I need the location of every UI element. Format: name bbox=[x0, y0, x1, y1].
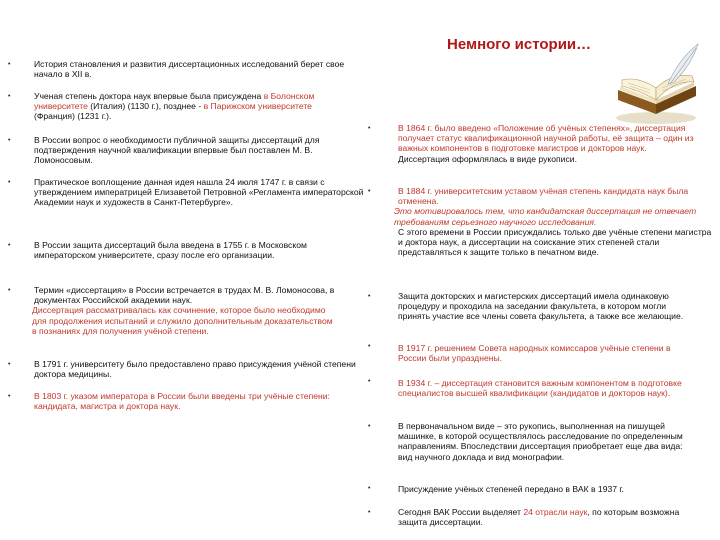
list-item: Термин «диссертация» в России встречается в трудах М. В. Ломоносова, в документах Российской академии наук. Диссертация рассматривалась как сочинение, которое было необходимо для продолжения испытаний и служило дополнительным доказательством в познаниях для получения учёной степени. bbox=[32, 285, 335, 336]
bullet-icon: • bbox=[8, 287, 11, 294]
list-item: История становления и развития диссертационных исследований берет свое начало в XII в. bbox=[34, 59, 345, 80]
list-item: В 1803 г. указом императора в России были введены три учёные степени: кандидата, магистра и доктора наук. bbox=[34, 391, 330, 412]
bullet-icon: • bbox=[8, 242, 11, 249]
bullet-icon: • bbox=[368, 343, 371, 350]
bullet-icon: • bbox=[8, 137, 11, 144]
open-book-with-quill-icon bbox=[612, 40, 706, 128]
bullet-icon: • bbox=[8, 393, 11, 400]
page-title: Немного истории… bbox=[447, 36, 592, 53]
list-item: В России вопрос о необходимости публичной защиты диссертаций для подтверждения научной квалификации впервые был поставлен М. В. Ломоносовым. bbox=[34, 135, 320, 166]
list-item: В первоначальном виде – это рукопись, выполненная на пишущей машинке, в которой осуществлялось расследование по определенным направлениям. Впоследствии диссертация приобретает еще два вида: вид научного доклада и вид монографии. bbox=[398, 421, 683, 462]
list-item: В 1934 г. – диссертация становится важным компонентом в подготовке специалистов высшей квалификации (кандидатов и докторов наук). bbox=[398, 378, 682, 399]
bullet-icon: • bbox=[8, 93, 11, 100]
list-item: Ученая степень доктора наук впервые была присуждена в Болонском университете (Италия) (1130 г.), позднее - в Парижском университете (Франция) (1231 г.). bbox=[34, 91, 315, 122]
bullet-icon: • bbox=[368, 378, 371, 385]
bullet-icon: • bbox=[8, 61, 11, 68]
list-item: Практическое воплощение данная идея нашла 24 июля 1747 г. в связи с утверждением императрицей Елизаветой Петровной «Регламента императорской Академии наук и художеств в Санкт-Петербурге». bbox=[34, 177, 364, 208]
bullet-icon: • bbox=[368, 125, 371, 132]
bullet-icon: • bbox=[368, 509, 371, 516]
bullet-icon: • bbox=[368, 293, 371, 300]
list-item: В 1884 г. университетским уставом учёная степень кандидата наук была отменена. Это мотивировалось тем, что кандидатская диссертация не отвечает требованиям серьезного научного исследования. С этого времени в России присуждались только две учёные степени магистра и доктора наук, а диссертации на соискание этих степеней стали представляться к защите только в печатном виде. bbox=[394, 186, 712, 258]
bullet-icon: • bbox=[8, 179, 11, 186]
list-item: Сегодня ВАК России выделяет 24 отрасли наук, по которым возможна защита диссертации. bbox=[398, 507, 680, 528]
bullet-icon: • bbox=[368, 485, 371, 492]
list-item: Защита докторских и магистерских диссертаций имела одинаковую процедуру и проходила на заседании факультета, в котором могли принять участие все члены совета факультета, а также все желающие. bbox=[398, 291, 684, 322]
list-item: В 1917 г. решением Совета народных комиссаров учёные степени в России были упразднены. bbox=[398, 343, 671, 364]
list-item: Присуждение учёных степеней передано в ВАК в 1937 г. bbox=[398, 484, 624, 494]
list-item: В 1864 г. было введено «Положение об учёных степенях», диссертация получает статус квалификационной научной работы, её защита – один из важных компонентов в подготовке магистров и докторов наук. Диссертация оформлялась в виде рукописи. bbox=[398, 123, 694, 164]
list-item: В России защита диссертаций была введена в 1755 г. в Московском императорском университете, сразу после его организации. bbox=[34, 240, 307, 261]
bullet-icon: • bbox=[8, 361, 11, 368]
bullet-icon: • bbox=[368, 188, 371, 195]
list-item: В 1791 г. университету было предоставлено право присуждения учёной степени доктора медицины. bbox=[34, 359, 356, 380]
bullet-icon: • bbox=[368, 423, 371, 430]
